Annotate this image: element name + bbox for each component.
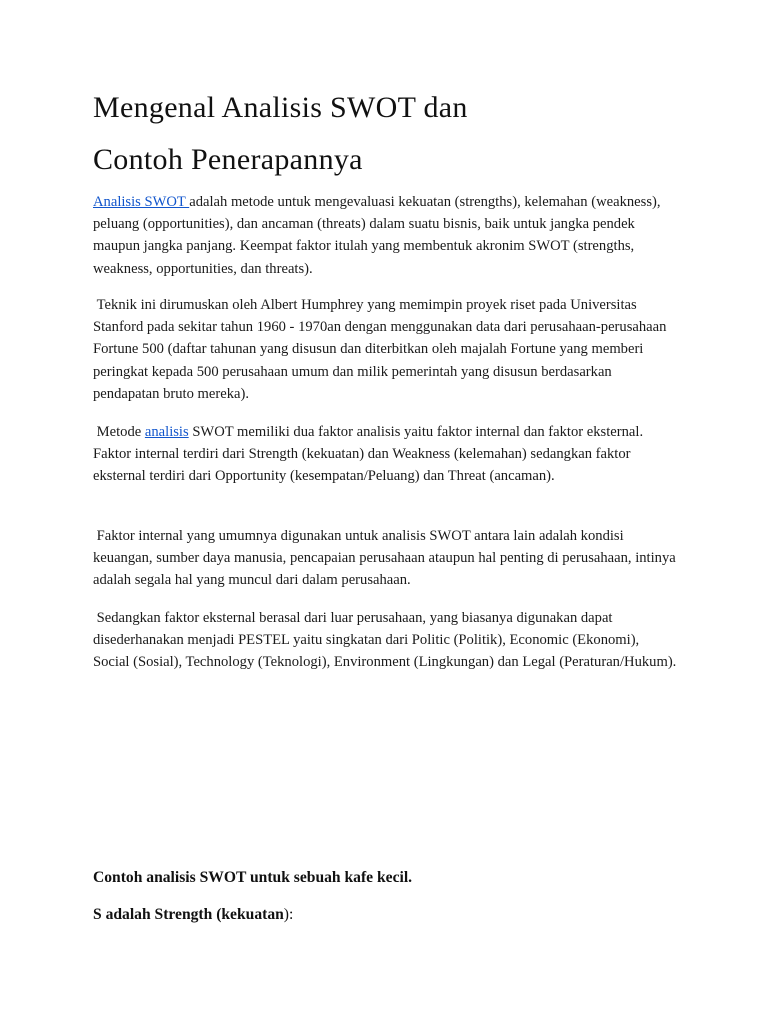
paragraph-internal-factors (93, 525, 678, 592)
document-title (93, 82, 653, 186)
paragraph-text-before: Metode (93, 424, 145, 440)
link-analisis[interactable]: analisis (144, 424, 189, 440)
link-analisis-swot[interactable]: Analisis SWOT (93, 194, 190, 210)
title-line-1: Mengenal Analisis SWOT dan (93, 91, 468, 124)
subheading-example: Contoh analisis SWOT untuk sebuah kafe kecil. (93, 869, 413, 886)
paragraph-text-after: SWOT memiliki dua faktor analisis yaitu faktor internal dan faktor eksternal. Faktor internal terdiri dari Strength (kekuatan) dan Weakness (kelemahan) sedangkan faktor eksternal terdiri dari Opportunity (kesempatan/Peluang) dan Threat (ancaman). (93, 424, 644, 485)
paragraph-text: adalah metode untuk mengevaluasi kekuatan (strengths), kelemahan (weakness), peluang (opportunities), dan ancaman (threats) dalam suatu bisnis, baik untuk jangka pendek maupun jangka panjang. Keempat faktor itulah yang membentuk akronim SWOT (strengths, weakness, opportunities, dan threats). (93, 194, 661, 277)
paragraph-history (93, 294, 678, 405)
paragraph-text: Sedangkan faktor eksternal berasal dari luar perusahaan, yang biasanya digunakan dapat disederhanakan menjadi PESTEL yaitu singkatan dari Politic (Politik), Economic (Ekonomi), Social (Sosial), Technology (Teknologi), Environment (Lingkungan) dan Legal (Peraturan/Hukum). (93, 610, 677, 671)
paragraph-text: Faktor internal yang umumnya digunakan untuk analisis SWOT antara lain adalah kondisi keuangan, sumber daya manusia, pencapaian perusahaan ataupun hal penting di perusahaan, intinya adalah segala hal yang muncul dari dalam perusahaan. (93, 528, 676, 589)
paragraph-text: Teknik ini dirumuskan oleh Albert Humphrey yang memimpin proyek riset pada Universitas Stanford pada sekitar tahun 1960 - 1970an dengan menggunakan data dari perusahaan-perusahaan Fortune 500 (daftar tahunan yang disusun dan diterbitkan oleh majalah Fortune yang memberi peringkat kepada 500 perusahaan umum dan milik pemerintah yang disusun berdasarkan pendapatan bruto mereka). (93, 297, 667, 402)
subheading-strength (93, 904, 293, 926)
paragraph-factors (93, 421, 678, 488)
paragraph-external-factors (93, 607, 678, 674)
subheading-strength-rest: ): (283, 906, 294, 923)
paragraph-swot-definition (93, 191, 678, 280)
subheading-strength-bold: S adalah Strength (kekuatan (93, 906, 284, 923)
title-line-2: Contoh Penerapannya (93, 143, 363, 176)
